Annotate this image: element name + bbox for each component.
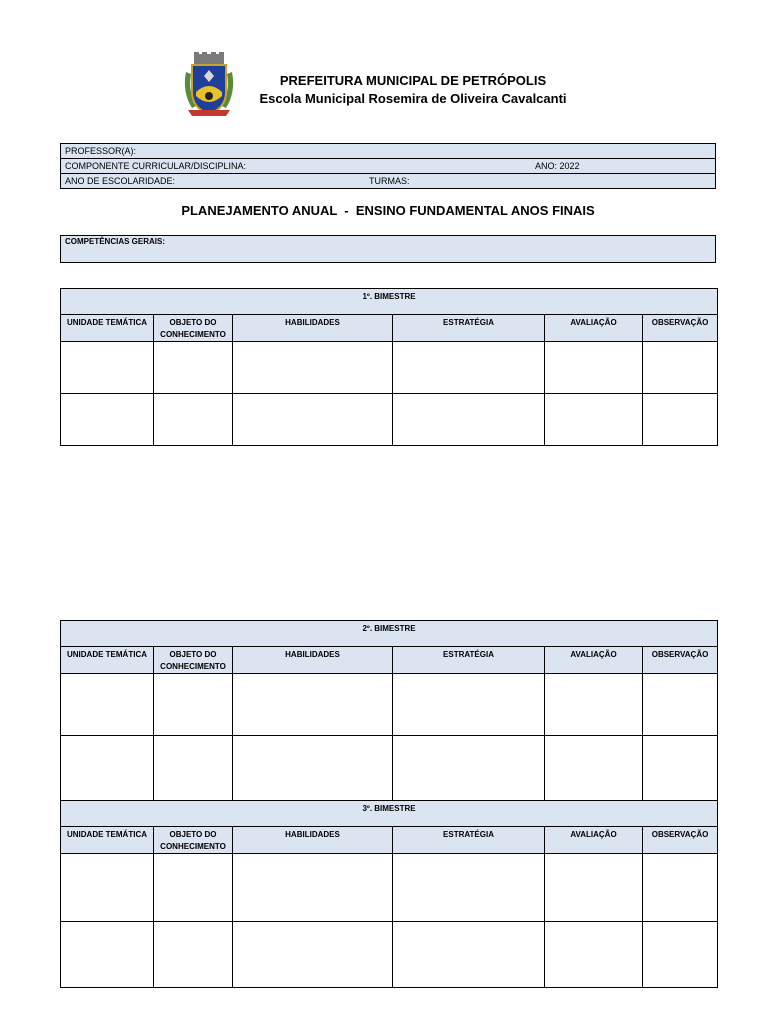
ano-label: ANO: 2022 bbox=[535, 161, 580, 171]
header-title: PREFEITURA MUNICIPAL DE PETRÓPOLIS bbox=[279, 73, 547, 88]
table-row bbox=[61, 736, 718, 801]
col-unidade: UNIDADE TEMÁTICA bbox=[61, 315, 154, 342]
componente-label: COMPONENTE CURRICULAR/DISCIPLINA: bbox=[65, 161, 247, 171]
cell[interactable] bbox=[393, 854, 545, 922]
col-objeto: OBJETO DO CONHECIMENTO bbox=[154, 315, 233, 342]
cell[interactable] bbox=[545, 736, 643, 801]
cell[interactable] bbox=[643, 854, 718, 922]
cell[interactable] bbox=[643, 674, 718, 736]
col-estrategia: ESTRATÉGIA bbox=[393, 827, 545, 854]
cell[interactable] bbox=[154, 394, 233, 446]
cell[interactable] bbox=[61, 674, 154, 736]
cell[interactable] bbox=[154, 854, 233, 922]
info-box bbox=[60, 143, 716, 189]
table-row bbox=[61, 854, 718, 922]
turmas-label: TURMAS: bbox=[369, 176, 410, 186]
cell[interactable] bbox=[61, 342, 154, 394]
cell[interactable] bbox=[61, 394, 154, 446]
col-estrategia: ESTRATÉGIA bbox=[393, 315, 545, 342]
competencias-label: COMPETÊNCIAS GERAIS: bbox=[65, 237, 166, 246]
table-row bbox=[61, 394, 718, 446]
col-observacao: OBSERVAÇÃO bbox=[643, 315, 718, 342]
bimestre-1-header: 1º. BIMESTRE bbox=[61, 289, 718, 315]
col-estrategia: ESTRATÉGIA bbox=[393, 647, 545, 674]
col-observacao: OBSERVAÇÃO bbox=[643, 827, 718, 854]
col-avaliacao: AVALIAÇÃO bbox=[545, 315, 643, 342]
col-objeto: OBJETO DO CONHECIMENTO bbox=[154, 827, 233, 854]
col-unidade: UNIDADE TEMÁTICA bbox=[61, 827, 154, 854]
cell[interactable] bbox=[393, 736, 545, 801]
table-row bbox=[61, 922, 718, 988]
coat-of-arms-icon bbox=[182, 52, 236, 118]
table-row bbox=[61, 674, 718, 736]
cell[interactable] bbox=[154, 922, 233, 988]
col-observacao: OBSERVAÇÃO bbox=[643, 647, 718, 674]
cell[interactable] bbox=[233, 394, 393, 446]
cell[interactable] bbox=[643, 342, 718, 394]
cell[interactable] bbox=[233, 342, 393, 394]
cell[interactable] bbox=[61, 736, 154, 801]
cell[interactable] bbox=[233, 922, 393, 988]
info-row-componente bbox=[61, 159, 715, 174]
bimestre-2-header: 2º. BIMESTRE bbox=[61, 621, 718, 647]
cell[interactable] bbox=[154, 736, 233, 801]
col-avaliacao: AVALIAÇÃO bbox=[545, 827, 643, 854]
col-habilidades: HABILIDADES bbox=[233, 315, 393, 342]
cell[interactable] bbox=[545, 342, 643, 394]
cell[interactable] bbox=[393, 394, 545, 446]
cell[interactable] bbox=[154, 342, 233, 394]
bimestre-3-header: 3º. BIMESTRE bbox=[61, 801, 718, 827]
cell[interactable] bbox=[393, 342, 545, 394]
col-objeto: OBJETO DO CONHECIMENTO bbox=[154, 647, 233, 674]
cell[interactable] bbox=[233, 736, 393, 801]
table-row bbox=[61, 342, 718, 394]
col-unidade: UNIDADE TEMÁTICA bbox=[61, 647, 154, 674]
info-row-professor bbox=[61, 144, 715, 159]
cell[interactable] bbox=[643, 736, 718, 801]
cell[interactable] bbox=[643, 922, 718, 988]
col-habilidades: HABILIDADES bbox=[233, 827, 393, 854]
cell[interactable] bbox=[61, 922, 154, 988]
cell[interactable] bbox=[545, 394, 643, 446]
cell[interactable] bbox=[393, 922, 545, 988]
cell[interactable] bbox=[154, 674, 233, 736]
competencias-box bbox=[60, 235, 716, 263]
info-row-escolaridade bbox=[61, 174, 715, 188]
professor-label: PROFESSOR(A): bbox=[65, 146, 137, 156]
cell[interactable] bbox=[545, 854, 643, 922]
cell[interactable] bbox=[233, 854, 393, 922]
header-subtitle: Escola Municipal Rosemira de Oliveira Cavalcanti bbox=[259, 91, 567, 106]
cell[interactable] bbox=[233, 674, 393, 736]
plan-title: PLANEJAMENTO ANUAL - ENSINO FUNDAMENTAL ANOS FINAIS bbox=[181, 203, 595, 218]
cell[interactable] bbox=[393, 674, 545, 736]
bimestre-1-table bbox=[60, 288, 718, 446]
cell[interactable] bbox=[61, 854, 154, 922]
escolaridade-label: ANO DE ESCOLARIDADE: bbox=[65, 176, 176, 186]
col-habilidades: HABILIDADES bbox=[233, 647, 393, 674]
col-avaliacao: AVALIAÇÃO bbox=[545, 647, 643, 674]
cell[interactable] bbox=[545, 674, 643, 736]
cell[interactable] bbox=[545, 922, 643, 988]
bimestre-2-3-table bbox=[60, 620, 718, 988]
cell[interactable] bbox=[643, 394, 718, 446]
